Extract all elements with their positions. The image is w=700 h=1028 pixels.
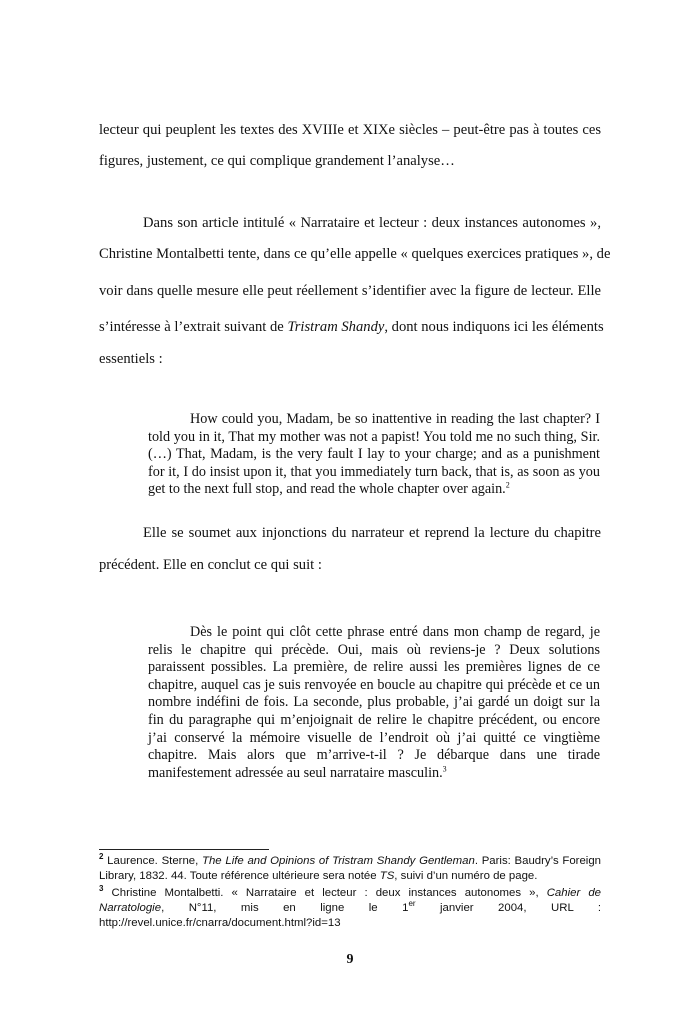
body-line: lecteur qui peuplent les textes des XVIIIe et XIXe siècles – peut-être pas à toutes ces bbox=[99, 122, 601, 138]
block-quote-2: Dès le point qui clôt cette phrase entré dans mon champ de regard, je relis le chapitre qui précède. Oui, mais où reviens-je ? Deux solutions paraissent possibles. La première, de relire aussi les premières lignes de ce chapitre, auquel cas je suis renvoyée en boucle au chapitre qui précède et ce un nombre indéfini de fois. La seconde, plus probable, j’ai gardé un doigt sur la fin du paragraphe qui m’enjoignait de relire le chapitre précédent, ou encore j’ai conservé la mémoire visuelle de l’endroit où j’ai quitté ce vingtième chapitre. Mais alors que m’arrive-t-il ? Je débarque dans une tirade manifestement adressée au seul narrataire masculin.$^3$ bbox=[148, 624, 600, 781]
footnote-ref-3[interactable]: 3 bbox=[442, 764, 447, 774]
footnote-3: $^3$ Christine Montalbetti. « Narrataire et lecteur : deux instances autonomes », Cahier de Narratologie, N°11, mis en ligne le 1er janvier 2004, URL : http://revel.unice.fr/cnarra/document.html?id=13 bbox=[99, 884, 602, 929]
footnote-url[interactable]: janvier 2004, URL : http://revel.unice.fr/cnarra/document.html?id=13 bbox=[99, 902, 602, 929]
footnote-2: $^2$ Laurence. Sterne, The Life and Opinions of Tristram Shandy Gentleman. Paris: Baudry’s Foreign Library, 1832. 44. Toute référence ultérieure sera notée TS, suivi d’un numéro de page. bbox=[99, 852, 601, 882]
body-line: voir dans quelle mesure elle peut réellement s’identifier avec la figure de lecteur. Elle bbox=[99, 283, 601, 299]
page-number: 9 bbox=[346, 952, 354, 967]
body-line: précédent. Elle en conclut ce qui suit : bbox=[99, 557, 322, 573]
footnote-ref-2[interactable]: 2 bbox=[505, 480, 510, 490]
body-line: Elle se soumet aux injonctions du narrateur et reprend la lecture du chapitre bbox=[143, 525, 601, 541]
body-line: Christine Montalbetti tente, dans ce qu’elle appelle « quelques exercices pratiques », de bbox=[99, 246, 611, 262]
block-quote-1: How could you, Madam, be so inattentive in reading the last chapter? I told you in it, That my mother was not a papist! You told me no such thing, Sir. (…) That, Madam, is the very fault I lay to your charge; and as a punishment for it, I do insist upon it, that you immediately turn back, that is, as soon as you get to the next full stop, and read the whole chapter over again.$^2$ bbox=[148, 411, 600, 498]
body-line: Dans son article intitulé « Narrataire et lecteur : deux instances autonomes », bbox=[143, 215, 601, 231]
footnote-separator bbox=[99, 849, 269, 850]
body-line: s’intéresse à l’extrait suivant de Tristram Shandy, dont nous indiquons ici les éléments bbox=[99, 319, 604, 335]
body-line: figures, justement, ce qui complique grandement l’analyse… bbox=[99, 153, 455, 169]
book-title: Tristram Shandy bbox=[287, 319, 385, 335]
body-line: essentiels : bbox=[99, 351, 163, 367]
